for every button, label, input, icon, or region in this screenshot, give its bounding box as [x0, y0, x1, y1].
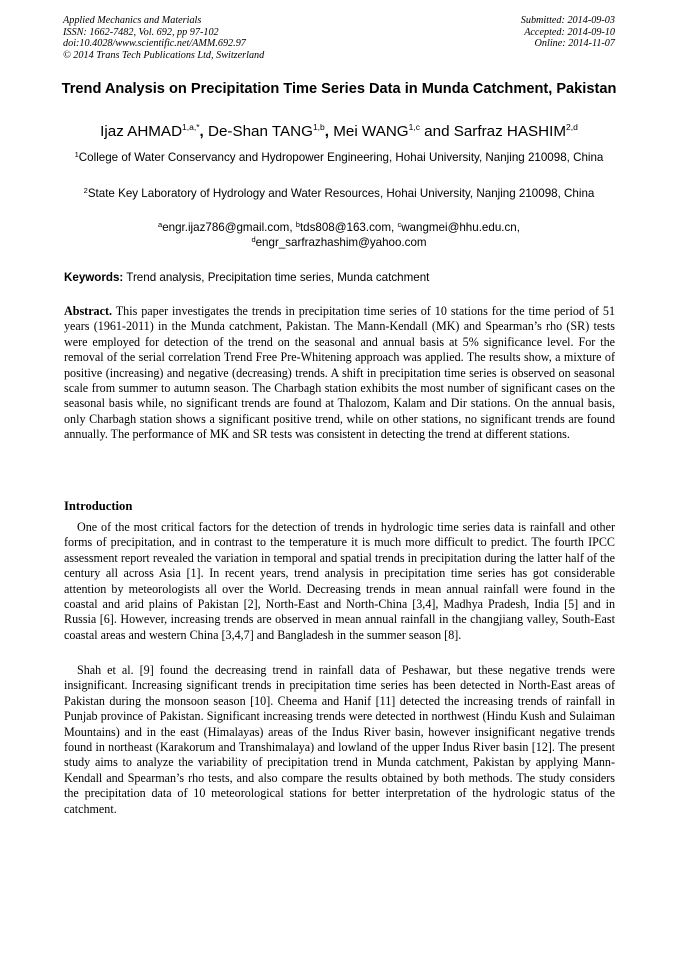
introduction-body-2: [64, 663, 615, 817]
author-name: Ijaz AHMAD: [100, 123, 183, 140]
affiliation-1: [50, 150, 628, 165]
author-separator: ,: [199, 123, 208, 140]
email-address[interactable]: engr.ijaz786@gmail.com: [162, 221, 290, 234]
email-address[interactable]: tds808@163.com: [299, 221, 391, 234]
journal-doi: doi:10.4028/www.scientific.net/AMM.692.97: [63, 38, 246, 50]
affiliation-sup: 1: [74, 150, 79, 159]
paper-title: Trend Analysis on Precipitation Time Series Data in Munda Catchment, Pakistan: [61, 81, 617, 97]
author-separator: ,: [324, 123, 334, 140]
keywords-text: Trend analysis, Precipitation time series, Munda catchment: [126, 271, 430, 284]
submitted-date: Submitted: 2014-09-03: [520, 15, 615, 26]
author-sup: 1,c: [408, 122, 420, 132]
email-sup: a: [158, 220, 163, 229]
keywords: [64, 270, 616, 285]
journal-name: Applied Mechanics and Materials: [63, 15, 202, 26]
email-sup: d: [251, 234, 256, 244]
email-sup: c: [397, 220, 402, 229]
author-name: Sarfraz HASHIM: [453, 123, 566, 140]
email-address[interactable]: wangmei@hhu.edu.cn: [401, 221, 517, 234]
email-address[interactable]: engr_sarfrazhashim@yahoo.com: [255, 235, 427, 249]
keywords-label: Keywords:: [64, 271, 124, 284]
online-date: Online: 2014-11-07: [534, 38, 615, 50]
author-sup: 2,d: [565, 122, 578, 132]
affiliation-text: State Key Laboratory of Hydrology and Water Resources, Hohai University, Nanjing 210098, China: [87, 187, 595, 200]
abstract-text: This paper investigates the trends in precipitation time series of 10 stations for the time period of 51 years (1961-2011) in the Munda catchment, Pakistan. The Mann-Kendall (MK) and Spearman’s rho (SR) tests were employed for detection of the trend on the seasonal and annual basis at 5% significance level. For the removal of the serial correlation Trend Free Pre-Whitening approach was applied. The results show, a mixture of positive (increasing) and negative (decreasing) trends. A shift in precipitation time series is observed on seasonal scale from summer to autumn season. The Charbagh station exhibits the most number of significant cases on the seasonal basis while, no significant trends are found at Thalozom, Kalam and Dir stations. On the annual basis, only Charbagh station shows a significant positive trend, while on other stations, no significant trends are found annually. The performance of MK and SR tests was consistent in detecting the trend at different stations.: [64, 304, 615, 442]
author-sup: 1,b: [312, 122, 325, 132]
affiliation-sup: 2: [83, 186, 88, 195]
journal-copyright: © 2014 Trans Tech Publications Ltd, Switzerland: [63, 49, 265, 61]
paragraph: One of the most critical factors for the detection of trends in hydrologic time series data is rainfall and other forms of precipitation, and in contrast to the temperature it is much more difficult to predict. The fourth IPCC assessment report revealed the variation in temporal and spatial trends in precipitation during the latter half of the century all across Asia [1]. In recent years, trend analysis in precipitation time series has got considerable attention by meteorologists all over the World. Decreasing trends in mean annual rainfall were found in the coastal and arid plains of Pakistan [2], North-East and North-China [3,4], Madhya Pradesh, India [5] and in Russia [6]. However, increasing trends are observed in mean annual rainfall in the changjiang valley, South-East coastal areas and western China [3,4,7] and Bangladesh in the summer season [8].: [64, 520, 615, 642]
accepted-date: Accepted: 2014-09-10: [524, 26, 615, 38]
journal-info: [63, 15, 264, 61]
author-name: De-Shan TANG: [208, 123, 313, 140]
author-sup: 1,a,*: [182, 122, 200, 132]
paragraph: Shah et al. [9] found the decreasing trend in rainfall data of Peshawar, but these negative trends were insignificant. Increasing significant trends in precipitation time series has been detected in North-East areas of Pakistan during the monsoon season [10]. Cheema and Hanif [11] detected the increasing trends of rainfall in Punjab province of Pakistan. Significant increasing trends were detected in northwest (Hindu Kush and Sulaiman Mountains) and in the east (Himalayas) areas of the Indus River basin, however insignificant negative trends found in northeast (Karakorum and Transhimalaya) and lowland of the upper Indus River basin [12]. The present study aims to analyze the variability of precipitation trend in Munda catchment, Pakistan by applying Mann-Kendall and Spearman’s rho tests, and also compare the results obtained by both methods. The study considers the precipitation data of 10 meteorological stations for better interpretation of the hydrologic status of the catchment.: [64, 663, 615, 816]
introduction-heading: Introduction: [64, 499, 133, 513]
author-separator: and: [419, 123, 454, 140]
affiliation-text: College of Water Conservancy and Hydropower Engineering, Hohai University, Nanjing 210098, China: [78, 151, 604, 164]
affiliation-2: [50, 186, 628, 201]
introduction-body-1: [64, 520, 615, 643]
author-name: Mei WANG: [333, 123, 409, 140]
email-list: $^a$engr.ijaz786@gmail.com, $^b$tds808@163.com, $^c$wangmei@hhu.edu.cn, $^d$engr_sarfrazhashim@yahoo.com: [158, 220, 520, 249]
abstract: [64, 304, 615, 443]
email-sup: b: [295, 220, 300, 229]
author-list: [30, 123, 648, 141]
publication-dates: [521, 15, 615, 50]
abstract-label: Abstract.: [64, 304, 113, 318]
journal-issn: ISSN: 1662-7482, Vol. 692, pp 97-102: [63, 26, 219, 38]
